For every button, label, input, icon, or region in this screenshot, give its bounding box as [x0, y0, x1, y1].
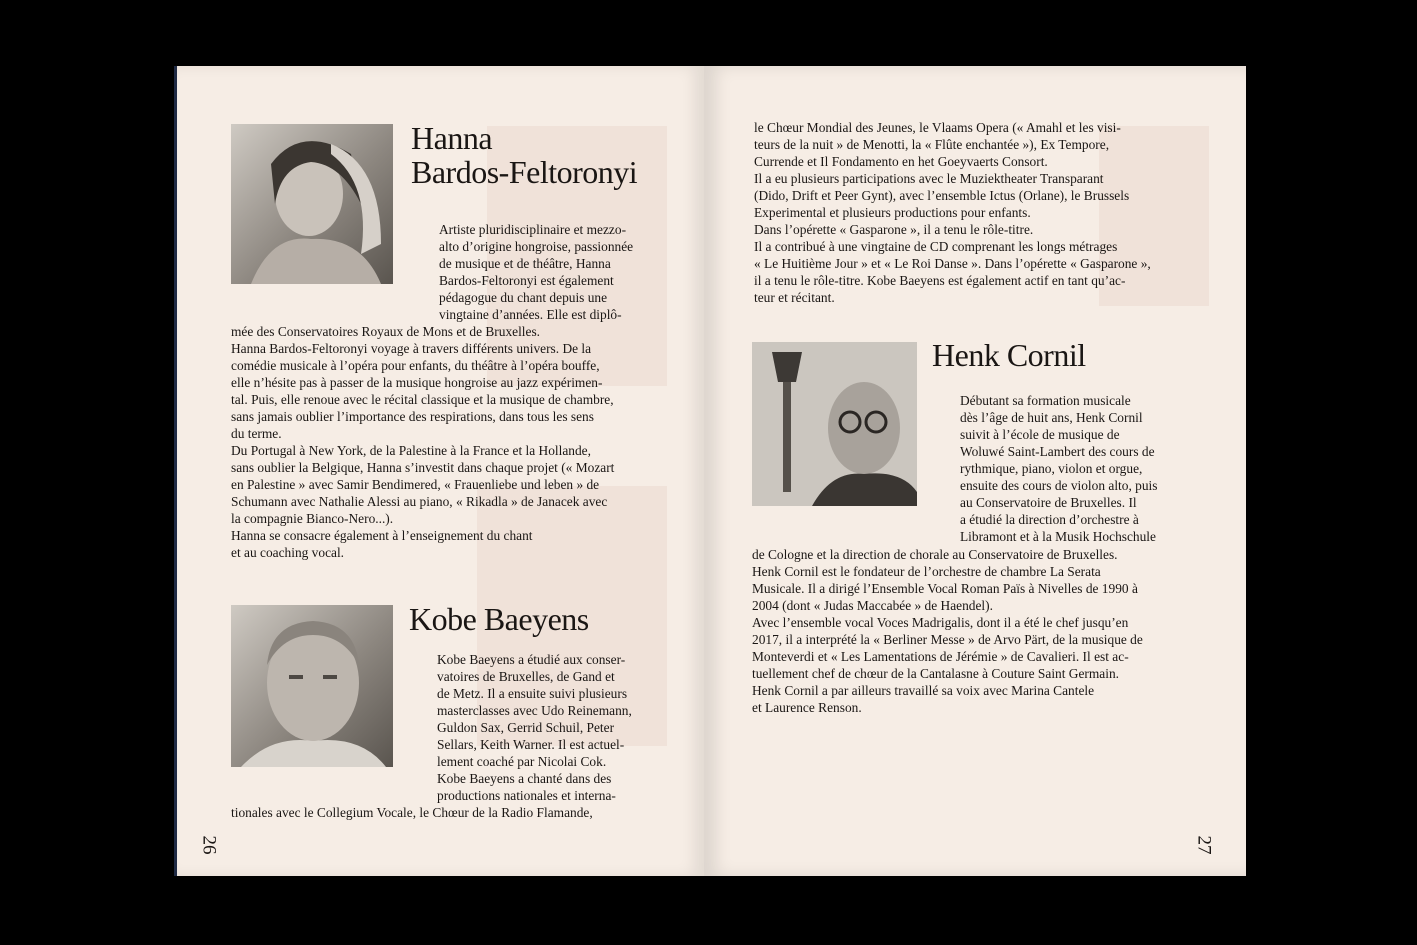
- text-line: dès l’âge de huit ans, Henk Cornil: [960, 410, 1143, 425]
- text-line: Libramont et à la Musik Hochschule: [960, 529, 1156, 544]
- text-line: du terme.: [231, 426, 282, 441]
- henk-bio-wrapped: [960, 392, 1157, 545]
- text-line: lement coaché par Nicolai Cok.: [437, 754, 607, 769]
- text-line: mée des Conservatoires Royaux de Mons et de Bruxelles.: [231, 324, 541, 339]
- text-line: la compagnie Bianco-Nero...).: [231, 511, 394, 526]
- text-line: tal. Puis, elle renoue avec le récital classique et la musique de chambre,: [231, 392, 614, 407]
- hanna-name-line2: Bardos-Feltoronyi: [411, 154, 638, 190]
- text-line: Guldon Sax, Gerrid Schuil, Peter: [437, 720, 615, 735]
- portrait-silhouette: [231, 605, 393, 767]
- text-line: Musicale. Il a dirigé l’Ensemble Vocal Roman Païs à Nivelles de 1990 à: [752, 581, 1138, 596]
- text-line: pédagogue du chant depuis une: [439, 290, 608, 305]
- text-line: Avec l’ensemble vocal Voces Madrigalis, dont il a été le chef jusqu’en: [752, 615, 1129, 630]
- text-line: elle n’hésite pas à passer de la musique hongroise au jazz expérimen-: [231, 375, 603, 390]
- portrait-silhouette: [231, 124, 393, 284]
- text-line: productions nationales et interna-: [437, 788, 616, 803]
- kobe-name: Kobe Baeyens: [409, 601, 589, 637]
- page-number: 27: [1193, 835, 1215, 855]
- text-line: de Cologne et la direction de chorale au Conservatoire de Bruxelles.: [752, 547, 1118, 562]
- text-line: 2004 (dont « Judas Maccabée » de Haendel).: [752, 598, 993, 613]
- kobe-bio-continued: [754, 119, 1151, 306]
- text-line: vatoires de Bruxelles, de Gand et: [437, 669, 615, 684]
- right-page: [704, 66, 1246, 876]
- henk-bio-full: [752, 546, 1143, 716]
- text-line: 2017, il a interprété la « Berliner Messe » de Arvo Pärt, de la musique de: [752, 632, 1143, 647]
- text-line: vingtaine d’années. Elle est diplô-: [439, 307, 622, 322]
- text-line: il a tenu le rôle-titre. Kobe Baeyens est également actif en tant qu’ac-: [754, 273, 1126, 288]
- text-line: Artiste pluridisciplinaire et mezzo-: [439, 222, 627, 237]
- text-line: ensuite des cours de violon alto, puis: [960, 478, 1158, 493]
- hanna-bio-wrapped: [439, 221, 633, 323]
- text-line: Kobe Baeyens a étudié aux conser-: [437, 652, 626, 667]
- text-line: « Le Huitième Jour » et « Le Roi Danse ». Dans l’opérette « Gasparone »,: [754, 256, 1151, 271]
- text-line: et au coaching vocal.: [231, 545, 345, 560]
- text-line: Bardos-Feltoronyi est également: [439, 273, 614, 288]
- hanna-name: [411, 121, 637, 189]
- kobe-portrait-photo: [231, 605, 393, 767]
- portrait-silhouette: [752, 342, 917, 506]
- text-line: Henk Cornil est le fondateur de l’orchestre de chambre La Serata: [752, 564, 1101, 579]
- text-line: sans jamais oublier l’importance des respirations, dans tous les sens: [231, 409, 594, 424]
- henk-name: Henk Cornil: [932, 337, 1086, 373]
- text-line: Henk Cornil a par ailleurs travaillé sa voix avec Marina Cantele: [752, 683, 1095, 698]
- text-line: masterclasses avec Udo Reinemann,: [437, 703, 632, 718]
- text-line: Schumann avec Nathalie Alessi au piano, « Rikadla » de Janacek avec: [231, 494, 608, 509]
- text-line: tionales avec le Collegium Vocale, le Chœur de la Radio Flamande,: [231, 805, 593, 820]
- text-line: de Metz. Il a ensuite suivi plusieurs: [437, 686, 628, 701]
- hanna-bio-full: [231, 323, 614, 561]
- text-line: teur et récitant.: [754, 290, 835, 305]
- text-line: au Conservatoire de Bruxelles. Il: [960, 495, 1137, 510]
- text-line: teurs de la nuit » de Menotti, la « Flûte enchantée »), Ex Tempore,: [754, 137, 1110, 152]
- text-line: Il a eu plusieurs participations avec le Muziektheater Transparant: [754, 171, 1104, 186]
- text-line: Du Portugal à New York, de la Palestine à la France et la Hollande,: [231, 443, 591, 458]
- text-line: alto d’origine hongroise, passionnée: [439, 239, 634, 254]
- text-line: Il a contribué à une vingtaine de CD comprenant les longs métrages: [754, 239, 1118, 254]
- text-line: Hanna Bardos-Feltoronyi voyage à travers différents univers. De la: [231, 341, 592, 356]
- text-line: Currende et Il Fondamento en het Goeyvaerts Consort.: [754, 154, 1048, 169]
- text-line: Woluwé Saint-Lambert des cours de: [960, 444, 1155, 459]
- hanna-name-line1: Hanna: [411, 120, 493, 156]
- hanna-portrait-photo: [231, 124, 393, 284]
- text-line: le Chœur Mondial des Jeunes, le Vlaams Opera (« Amahl et les visi-: [754, 120, 1121, 135]
- text-line: Monteverdi et « Les Lamentations de Jérémie » de Cavalieri. Il est ac-: [752, 649, 1129, 664]
- text-line: tuellement chef de chœur de la Cantalasne à Couture Saint Germain.: [752, 666, 1119, 681]
- text-line: Experimental et plusieurs productions pour enfants.: [754, 205, 1031, 220]
- text-line: et Laurence Renson.: [752, 700, 862, 715]
- text-line: de musique et de théâtre, Hanna: [439, 256, 611, 271]
- text-line: Dans l’opérette « Gasparone », il a tenu le rôle-titre.: [754, 222, 1034, 237]
- text-line: en Palestine » avec Samir Bendimered, « Frauenliebe und leben » de: [231, 477, 600, 492]
- text-line: (Dido, Drift et Peer Gynt), avec l’ensemble Ictus (Orlane), le Brussels: [754, 188, 1130, 203]
- text-line: Débutant sa formation musicale: [960, 393, 1131, 408]
- text-line: rythmique, piano, violon et orgue,: [960, 461, 1143, 476]
- page-number: 26: [198, 835, 220, 855]
- henk-portrait-photo: [752, 342, 917, 506]
- text-line: a étudié la direction d’orchestre à: [960, 512, 1139, 527]
- text-line: suivit à l’école de musique de: [960, 427, 1120, 442]
- kobe-bio-wrapped: [437, 651, 632, 804]
- text-line: Sellars, Keith Warner. Il est actuel-: [437, 737, 625, 752]
- text-line: sans oublier la Belgique, Hanna s’investit dans chaque projet (« Mozart: [231, 460, 615, 475]
- left-page: [174, 66, 704, 876]
- text-line: Kobe Baeyens a chanté dans des: [437, 771, 612, 786]
- text-line: comédie musicale à l’opéra pour enfants, du théâtre à l’opéra bouffe,: [231, 358, 600, 373]
- text-line: Hanna se consacre également à l’enseignement du chant: [231, 528, 533, 543]
